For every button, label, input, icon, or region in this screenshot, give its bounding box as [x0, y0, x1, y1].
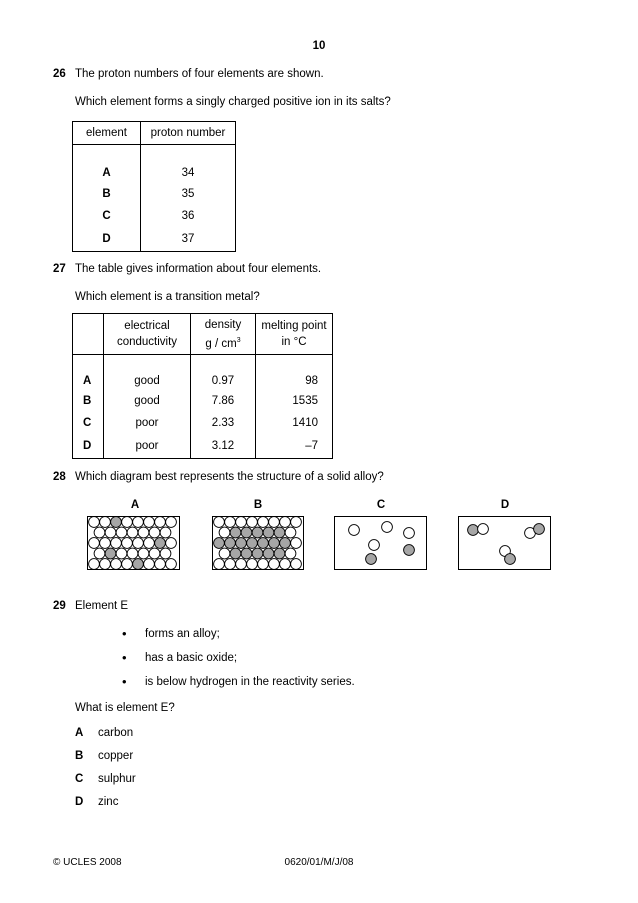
- atom-particle: [236, 559, 247, 570]
- cell-density: 7.86: [191, 390, 256, 412]
- atom-particle: [478, 524, 489, 535]
- atom-particle: [100, 517, 111, 528]
- atom-particle: [122, 517, 133, 528]
- atom-particle: [269, 517, 280, 528]
- option-text: zinc: [98, 796, 119, 808]
- cell-melting: –7: [256, 434, 333, 459]
- atom-particle: [100, 559, 111, 570]
- question-27-prompt: Which element is a transition metal?: [75, 291, 260, 303]
- element-properties-table: [72, 313, 333, 459]
- table-cell-element: A: [73, 145, 141, 184]
- atom-particle: [236, 538, 247, 549]
- atom-particle: [225, 559, 236, 570]
- atom-particle: [105, 548, 116, 559]
- atom-particle: [155, 538, 166, 549]
- atom-particle: [274, 548, 285, 559]
- cell-density: 0.97: [191, 355, 256, 391]
- atom-particle: [349, 525, 360, 536]
- option-text: sulphur: [98, 773, 136, 785]
- atom-particle: [247, 538, 258, 549]
- atom-particle: [230, 548, 241, 559]
- page-number: 10: [312, 40, 326, 52]
- atom-particle: [258, 538, 269, 549]
- atom-particle: [155, 517, 166, 528]
- atom-particle: [133, 538, 144, 549]
- atom-particle: [149, 527, 160, 538]
- table-cell-proton: 35: [141, 183, 236, 205]
- header-element: element: [73, 122, 141, 145]
- question-number-27: 27: [53, 263, 66, 275]
- atom-particle: [89, 517, 100, 528]
- atom-particle: [230, 527, 241, 538]
- cell-melting: 1535: [256, 390, 333, 412]
- question-number-28: 28: [53, 471, 66, 483]
- atom-particle: [138, 527, 149, 538]
- row-label: D: [73, 434, 104, 459]
- atom-particle: [291, 538, 302, 549]
- header-blank: [73, 314, 104, 355]
- row-label: B: [73, 390, 104, 412]
- atom-particle: [149, 548, 160, 559]
- table-cell-proton: 37: [141, 227, 236, 252]
- question-28-prompt: Which diagram best represents the structure of a solid alloy?: [75, 471, 384, 483]
- atom-particle: [258, 517, 269, 528]
- atom-particle: [366, 554, 377, 565]
- atom-particle: [404, 545, 415, 556]
- bullet-icon: •: [122, 626, 127, 641]
- atom-particle: [219, 548, 230, 559]
- atom-particle: [111, 538, 122, 549]
- atom-particle: [111, 559, 122, 570]
- atom-particle: [252, 527, 263, 538]
- atom-particle: [263, 527, 274, 538]
- question-27-text: The table gives information about four elements.: [75, 263, 322, 275]
- atom-particle: [280, 559, 291, 570]
- question-26-prompt: Which element forms a singly charged positive ion in its salts?: [75, 96, 391, 108]
- atom-particle: [122, 559, 133, 570]
- bullet-text: has a basic oxide;: [145, 652, 238, 664]
- atom-particle: [291, 559, 302, 570]
- atom-particle: [138, 548, 149, 559]
- row-label: A: [73, 355, 104, 391]
- footer-copyright: © UCLES 2008: [53, 857, 122, 868]
- atom-particle: [144, 517, 155, 528]
- atom-particle: [94, 527, 105, 538]
- question-26-text: The proton numbers of four elements are shown.: [75, 68, 324, 80]
- option-letter: D: [75, 796, 84, 808]
- diagram-d: [458, 516, 551, 570]
- question-number-29: 29: [53, 600, 66, 612]
- diagram-label-c: C: [376, 499, 386, 511]
- atom-particle: [166, 559, 177, 570]
- cell-melting: 98: [256, 355, 333, 391]
- option-letter: A: [75, 727, 84, 739]
- cell-density: 3.12: [191, 434, 256, 459]
- cell-conductivity: poor: [104, 434, 191, 459]
- atom-particle: [100, 538, 111, 549]
- diagram-frame: [335, 517, 427, 570]
- atom-particle: [160, 548, 171, 559]
- atom-particle: [280, 517, 291, 528]
- cell-melting: 1410: [256, 412, 333, 434]
- header-proton-number: proton number: [141, 122, 236, 145]
- option-text: copper: [98, 750, 134, 762]
- atom-particle: [285, 527, 296, 538]
- atom-particle: [214, 517, 225, 528]
- atom-particle: [274, 527, 285, 538]
- cell-density: 2.33: [191, 412, 256, 434]
- bullet-text: forms an alloy;: [145, 628, 220, 640]
- atom-particle: [269, 538, 280, 549]
- atom-particle: [505, 554, 516, 565]
- atom-particle: [105, 527, 116, 538]
- atom-particle: [291, 517, 302, 528]
- atom-particle: [116, 527, 127, 538]
- question-number-26: 26: [53, 68, 66, 80]
- proton-number-table: [72, 121, 236, 252]
- atom-particle: [214, 538, 225, 549]
- question-29-text: Element E: [75, 600, 129, 612]
- header-melting-point: melting point in °C: [256, 314, 333, 355]
- atom-particle: [247, 559, 258, 570]
- atom-particle: [219, 527, 230, 538]
- option-letter: B: [75, 750, 84, 762]
- table-cell-element: C: [73, 205, 141, 227]
- cell-conductivity: poor: [104, 412, 191, 434]
- atom-particle: [166, 538, 177, 549]
- bullet-icon: •: [122, 650, 127, 665]
- atom-particle: [133, 517, 144, 528]
- atom-particle: [382, 522, 393, 533]
- diagram-label-a: A: [130, 499, 140, 511]
- diagram-label-d: D: [500, 499, 510, 511]
- table-cell-element: D: [73, 227, 141, 252]
- atom-particle: [241, 527, 252, 538]
- cell-conductivity: good: [104, 355, 191, 391]
- bullet-text: is below hydrogen in the reactivity series.: [145, 676, 355, 688]
- atom-particle: [236, 517, 247, 528]
- atom-particle: [241, 548, 252, 559]
- atom-particle: [160, 527, 171, 538]
- atom-particle: [468, 525, 479, 536]
- atom-particle: [122, 538, 133, 549]
- header-conductivity: electrical conductivity: [104, 314, 191, 355]
- atom-particle: [280, 538, 291, 549]
- atom-particle: [166, 517, 177, 528]
- atom-particle: [127, 527, 138, 538]
- atom-particle: [252, 548, 263, 559]
- diagram-b: [212, 516, 304, 570]
- atom-particle: [116, 548, 127, 559]
- atom-particle: [144, 538, 155, 549]
- atom-particle: [263, 548, 274, 559]
- bullet-icon: •: [122, 674, 127, 689]
- atom-particle: [534, 524, 545, 535]
- diagram-a: [87, 516, 180, 570]
- diagram-c: [334, 516, 427, 570]
- option-text: carbon: [98, 727, 134, 739]
- atom-particle: [144, 559, 155, 570]
- atom-particle: [89, 559, 100, 570]
- atom-particle: [214, 559, 225, 570]
- atom-particle: [285, 548, 296, 559]
- table-cell-proton: 36: [141, 205, 236, 227]
- atom-particle: [94, 548, 105, 559]
- table-cell-proton: 34: [141, 145, 236, 184]
- option-letter: C: [75, 773, 84, 785]
- atom-particle: [89, 538, 100, 549]
- diagram-label-b: B: [253, 499, 263, 511]
- atom-particle: [225, 517, 236, 528]
- atom-particle: [269, 559, 280, 570]
- atom-particle: [369, 540, 380, 551]
- atom-particle: [258, 559, 269, 570]
- atom-particle: [404, 528, 415, 539]
- atom-particle: [127, 548, 138, 559]
- atom-particle: [225, 538, 236, 549]
- row-label: C: [73, 412, 104, 434]
- cell-conductivity: good: [104, 390, 191, 412]
- atom-particle: [247, 517, 258, 528]
- table-cell-element: B: [73, 183, 141, 205]
- atom-particle: [111, 517, 122, 528]
- footer-paper-code: 0620/01/M/J/08: [284, 857, 354, 868]
- header-density: density g / $cm^3$: [191, 314, 256, 355]
- atom-particle: [155, 559, 166, 570]
- atom-particle: [133, 559, 144, 570]
- question-29-prompt: What is element E?: [75, 702, 175, 714]
